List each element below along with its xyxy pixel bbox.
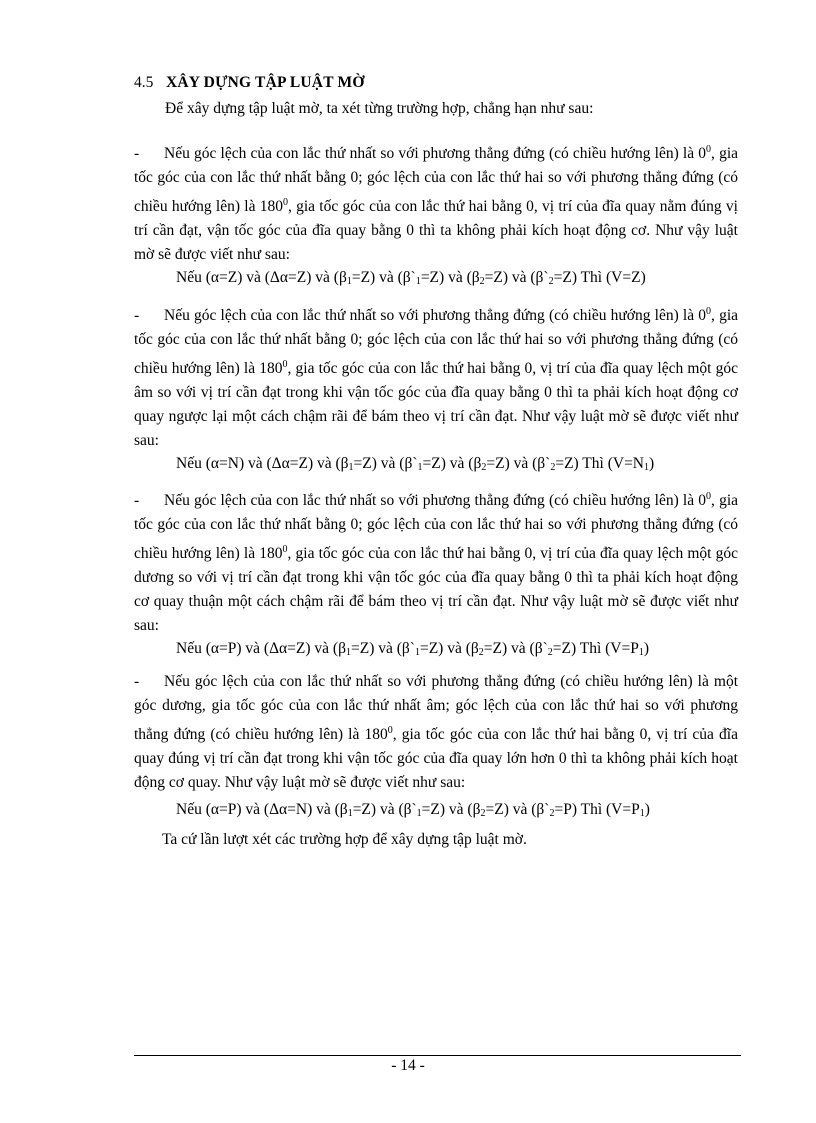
bullet-dash: - [134, 673, 140, 690]
footer-divider [134, 1055, 741, 1056]
case-paragraph: - Nếu góc lệch của con lắc thứ nhất so với phương thẳng đứng (có chiều hướng lên) là $0^0$, gia tốc góc của con lắc thứ nhất bằng 0; góc lệch của con lắc thứ hai so với phương thẳng đứng (có chiều hướng lên) là $180^0$, gia tốc góc của con lắc thứ hai bằng 0, vị trí của đĩa quay lệch một góc âm so với vị trí cần đạt trong khi vận tốc góc của đĩa quay bằng 0 thì ta phải kích hoạt động cơ quay ngược lại một cách chậm rãi để bám theo vị trí cần đạt. Như vậy luật mờ sẽ được viết như sau: [134, 306, 739, 450]
page-number: - 14 - [391, 1057, 425, 1074]
case-paragraph: - Nếu góc lệch của con lắc thứ nhất so với phương thẳng đứng (có chiều hướng lên) là $0^0$, gia tốc góc của con lắc thứ nhất bằng 0; góc lệch của con lắc thứ hai so với phương thẳng đứng (có chiều hướng lên) là $180^0$, gia tốc góc của con lắc thứ hai bằng 0, vị trí của đĩa quay lệch một góc dương so với vị trí cần đạt trong khi vận tốc góc của đĩa quay bằng 0 thì ta phải kích hoạt động cơ quay thuận một cách chậm rãi để bám theo vị trí cần đạt. Như vậy luật mờ sẽ được viết như sau: [134, 491, 739, 635]
bullet-dash: - [134, 145, 140, 162]
fuzzy-rule: Nếu (α=N) và (Δα=Z) và $(\beta_1=Z)$ và $(\beta`_1=Z)$ và $(\beta_2=Z)$ và $(\beta`_2=Z)$ Thì $(V=N_1)$ [176, 455, 655, 473]
fuzzy-rule: Nếu (α=P) và (Δα=Z) và $(\beta_1=Z)$ và $(\beta`_1=Z)$ và $(\beta_2=Z)$ và $(\beta`_2=Z)$ Thì $(V=P_1)$ [176, 640, 650, 658]
section-heading [134, 74, 365, 92]
bullet-dash: - [134, 492, 140, 509]
bullet-dash: - [134, 307, 140, 324]
case-paragraph: - Nếu góc lệch của con lắc thứ nhất so với phương thẳng đứng (có chiều hướng lên) là $0^0$, gia tốc góc của con lắc thứ nhất bằng 0; góc lệch của con lắc thứ hai so với phương thẳng đứng (có chiều hướng lên) là $180^0$, gia tốc góc của con lắc thứ hai bằng 0, vị trí của đĩa quay nằm đúng vị trí cần đạt, vận tốc góc của đĩa quay bằng 0 thì ta không phải kích hoạt động cơ. Như vậy luật mờ sẽ được viết như sau: [134, 144, 739, 264]
fuzzy-rule: Nếu (α=P) và (Δα=N) và $(\beta_1=Z)$ và $(\beta`_1=Z)$ và $(\beta_2=Z)$ và $(\beta`_2=P)$ Thì $(V=P_1)$ [176, 801, 650, 819]
section-number: 4.5 [134, 74, 154, 91]
intro-paragraph: Để xây dựng tập luật mờ, ta xét từng trường hợp, chẳng hạn như sau: [165, 100, 594, 117]
fuzzy-rule: Nếu (α=Z) và (Δα=Z) và $(\beta_1=Z)$ và $(\beta`_1=Z)$ và $(\beta_2=Z)$ và $(\beta`_2=Z)$ Thì (V=Z) [176, 269, 646, 287]
section-title: XÂY DỰNG TẬP LUẬT MỜ [166, 74, 365, 91]
case-paragraph: - Nếu góc lệch của con lắc thứ nhất so với phương thẳng đứng (có chiều hướng lên) là một góc dương, gia tốc góc của con lắc thứ nhất âm; góc lệch của con lắc thứ hai so với phương thẳng đứng (có chiều hướng lên) là $180^0$, gia tốc góc của con lắc thứ hai bằng 0, vị trí của đĩa quay đúng vị trí cần đạt trong khi vận tốc góc của đĩa quay lớn hơn 0 thì ta không phải kích hoạt động cơ quay. Như vậy luật mờ sẽ được viết như sau: [134, 670, 738, 795]
conclusion-paragraph: Ta cứ lần lượt xét các trường hợp để xây dựng tập luật mờ. [162, 831, 527, 848]
